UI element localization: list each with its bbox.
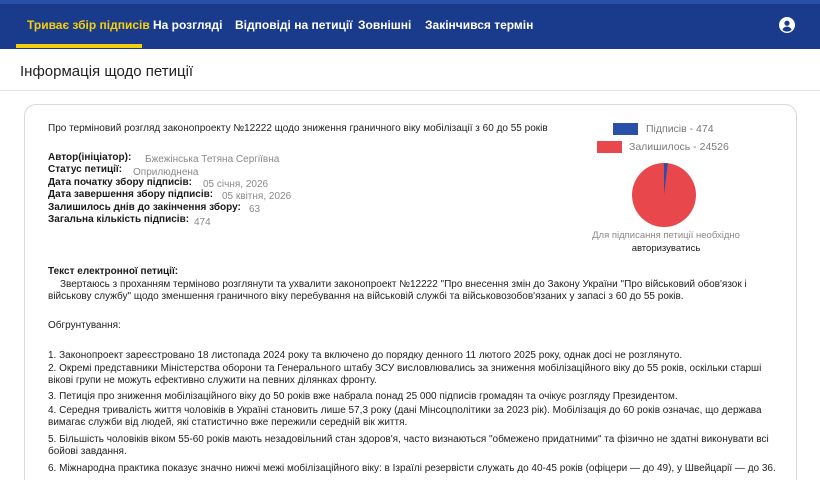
- total-signatures-label: Загальна кількість підписів:: [48, 214, 190, 225]
- tab-external[interactable]: Зовнішні: [358, 18, 412, 32]
- author-value: Бжежінська Тетяна Сергіївна: [145, 154, 280, 165]
- petition-point-2: 2. Окремі представники Міністерства оборони та Генерального штабу ЗСУ висловлювались за зниження мобілізаційного віку до 55 років, оскільки старші вікові групи не можуть ефективно служити на певних ділянках фронту.: [48, 363, 762, 386]
- petition-point-1: 1. Законопроект зареєстровано 18 листопада 2024 року та включено до порядку денного 11 лютого 2025 року, однак досі не розглянуто.: [48, 350, 683, 361]
- page-title: Інформація щодо петиції: [20, 63, 194, 80]
- petition-point-6: 6. Міжнародна практика показує значно нижчі межі мобілізаційного віку: в Ізраїлі резервісти служать до 40-45 років (офіцери — до 49), у Швейцарії — до 36.: [48, 463, 776, 474]
- top-navigation-bar: [0, 0, 820, 49]
- status-value: Оприлюднена: [133, 167, 199, 178]
- petition-paragraph-intro: Звертаюсь з проханням терміново розглянути та ухвалити законопроект №12222 "Про внесення змін до Закону України "Про військовий обов'язок і військову службу" щодо зменшення граничного віку перебування на військовій службі та військовозобов'язаних у запасі з 60 до 55 років.: [48, 279, 747, 302]
- petition-point-3: 3. Петиція про зниження мобілізаційного віку до 50 років вже набрала понад 25 000 підписів громадян та очікує розгляду Президентом.: [48, 391, 678, 402]
- signatures-pie-chart: [631, 162, 697, 228]
- nav-top-strip: [0, 0, 820, 4]
- petition-title: Про терміновий розгляд законопроекту №12222 щодо зниження граничного віку мобілізації з 60 до 55 років: [48, 123, 548, 134]
- days-left-label: Залишилось днів до закінчення збору:: [48, 202, 241, 213]
- start-date-value: 05 січня, 2026: [203, 179, 269, 190]
- tab-answers[interactable]: Відповіді на петиції: [235, 18, 353, 32]
- status-label: Статус петиції:: [48, 164, 123, 175]
- end-date-value: 05 квітня, 2026: [222, 191, 292, 202]
- total-signatures-row: [48, 214, 189, 225]
- end-date-row: [48, 189, 213, 200]
- active-tab-indicator: [16, 44, 142, 48]
- user-circle-icon[interactable]: [779, 17, 795, 33]
- author-row: [48, 152, 131, 163]
- petition-point-4: 4. Середня тривалість життя чоловіків в Україні становить лише 57,3 року (дані Мінсоцполітики за 2023 рік). Мобілізація до 60 років означає, що держава вимагає служби від людей, які статистично вже пережили середній вік життя.: [48, 405, 762, 428]
- tab-expired[interactable]: Закінчився термін: [425, 18, 534, 32]
- legend-signed-label: Підписів - 474: [646, 123, 714, 135]
- end-date-label: Дата завершення збору підписів:: [48, 189, 214, 200]
- auth-link[interactable]: авторизуватись: [631, 243, 701, 254]
- petition-paragraph-justification: Обгрунтування:: [48, 320, 121, 331]
- auth-note: [586, 229, 746, 255]
- start-date-row: [48, 177, 192, 188]
- author-label: Автор(ініціатор):: [48, 152, 132, 163]
- legend-remaining-swatch: [597, 141, 622, 153]
- tab-collecting-signatures[interactable]: Триває збір підписів: [27, 18, 150, 32]
- days-left-row: [48, 202, 241, 213]
- title-divider: [0, 90, 820, 91]
- petition-point-5: 5. Більшість чоловіків віком 55-60 років мають незадовільний стан здоров'я, часто визнаються "обмежено придатними" та фізично не здатні виконувати всі бойові завдання.: [48, 434, 769, 457]
- start-date-label: Дата початку збору підписів:: [48, 177, 192, 188]
- petition-text-heading: Текст електронної петиції:: [48, 266, 179, 277]
- legend-remaining-label: Залишилось - 24526: [629, 141, 729, 153]
- auth-note-text: Для підписання петиції необхідно: [592, 230, 740, 241]
- total-signatures-value: 474: [194, 217, 211, 228]
- days-left-value: 63: [249, 204, 261, 215]
- tab-under-review[interactable]: На розгляді: [153, 18, 223, 32]
- status-row: [48, 164, 122, 175]
- legend-signed-swatch: [613, 123, 638, 135]
